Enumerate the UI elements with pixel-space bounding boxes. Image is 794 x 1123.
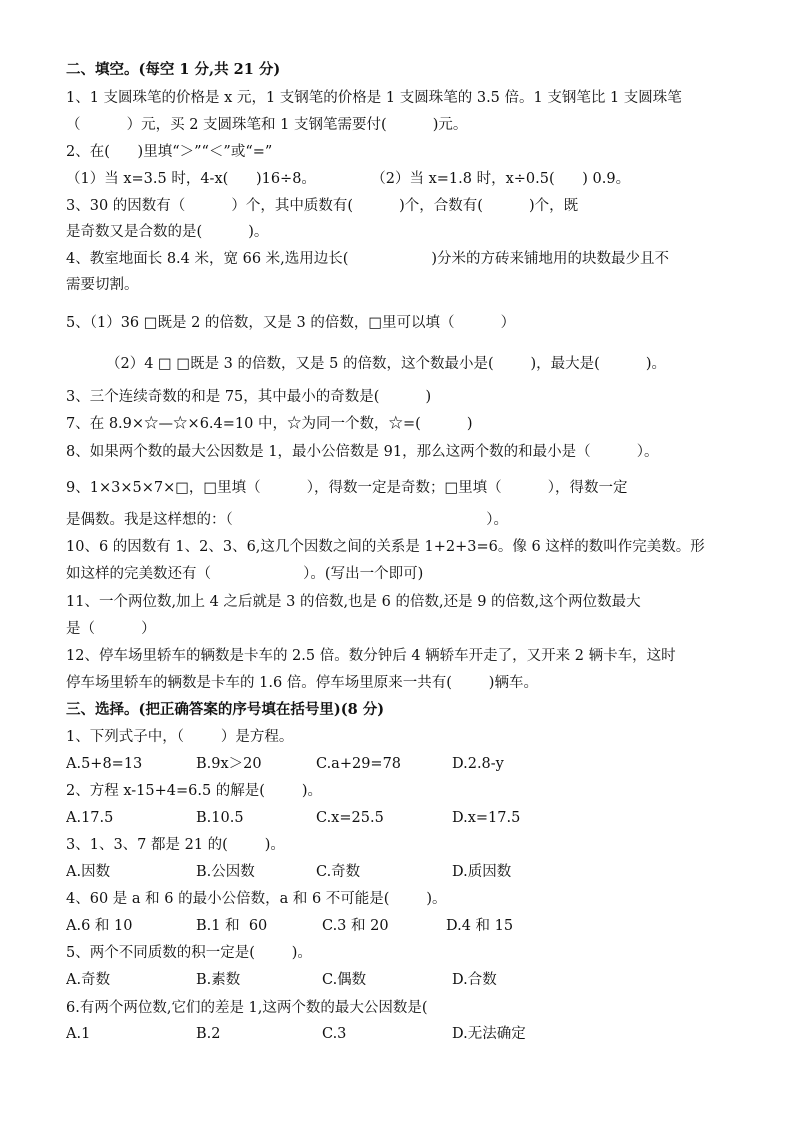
q1-line2: （ ）元，买 2 支圆珠笔和 1 支钢笔需要付( )元。 [66,117,468,133]
option-c[interactable]: C.a+29=78 [316,756,402,772]
choice-q2-options [66,808,734,828]
q6-line: 3、三个连续奇数的和是 75，其中最小的奇数是( ) [66,389,432,405]
q2-line1: 2、在( )里填“＞”“＜”或“=” [66,144,273,160]
option-c[interactable]: C.x=25.5 [316,810,384,826]
choice-q3-stem: 3、1、3、7 都是 21 的( )。 [66,837,285,853]
q7-line: 7、在 8.9×☆—☆×6.4=10 中，☆为同一个数，☆=( ) [66,416,473,432]
q4-line1: 4、教室地面长 8.4 米，宽 66 米,选用边长( )分米的方砖来铺地用的块数最少且不 [66,251,670,267]
q5-line2: （2）4 □ □既是 3 的倍数，又是 5 的倍数，这个数最小是( )，最大是( )。 [106,356,667,372]
choice-q4-stem: 4、60 是 a 和 6 的最小公倍数，a 和 6 不可能是( )。 [66,891,447,907]
choice-q5-options [66,970,734,990]
choice-q1-stem: 1、下列式子中，（ ）是方程。 [66,729,294,745]
q10-line2: 如这样的完美数还有（ ）。(写出一个即可) [66,566,424,582]
option-c[interactable]: C.奇数 [316,864,361,880]
q9-line2: 是偶数。我是这样想的：（ ）。 [66,512,509,528]
q11-line1: 11、一个两位数,加上 4 之后就是 3 的倍数,也是 6 的倍数,还是 9 的倍数,这个两位数最大 [66,594,641,610]
option-c[interactable]: C.3 [322,1026,347,1042]
option-a[interactable]: A.17.5 [66,810,114,826]
option-a[interactable]: A.奇数 [66,972,111,988]
q12-line1: 12、停车场里轿车的辆数是卡车的 2.5 倍。数分钟后 4 辆轿车开走了，又开来 2 辆卡车，这时 [66,648,676,664]
option-d[interactable]: D.无法确定 [452,1026,526,1042]
choice-q3-options [66,862,734,882]
option-b[interactable]: B.10.5 [196,810,244,826]
choice-q4-options [66,916,734,936]
section2-title: 二、填空。(每空 1 分,共 21 分) [66,61,281,78]
option-b[interactable]: B.9x＞20 [196,756,262,772]
q11-line2: 是（ ） [66,621,156,637]
q10-line1: 10、6 的因数有 1、2、3、6,这几个因数之间的关系是 1+2+3=6。像 6 这样的数叫作完美数。形 [66,539,705,555]
q8-line: 8、如果两个数的最大公因数是 1，最小公倍数是 91，那么这两个数的和最小是（ ）。 [66,444,659,460]
section3-title: 三、选择。(把正确答案的序号填在括号里)(8 分) [66,701,385,718]
option-a[interactable]: A.6 和 10 [66,918,133,934]
option-d[interactable]: D.合数 [452,972,497,988]
choice-q1-options [66,754,734,774]
option-a[interactable]: A.1 [66,1026,91,1042]
choice-q6-options [66,1024,734,1044]
option-b[interactable]: B.1 和 60 [196,918,268,934]
option-b[interactable]: B.公因数 [196,864,255,880]
q3-line2: 是奇数又是合数的是( )。 [66,224,269,240]
q2-line2: （1）当 x=3.5 时，4-x( )16÷8。 （2）当 x=1.8 时，x÷0.5( ) 0.9。 [66,171,631,187]
choice-q5-stem: 5、两个不同质数的积一定是( )。 [66,945,312,961]
q1-line1: 1、1 支圆珠笔的价格是 x 元，1 支钢笔的价格是 1 支圆珠笔的 3.5 倍。1 支钢笔比 1 支圆珠笔 [66,90,682,106]
option-b[interactable]: B.素数 [196,972,241,988]
q3-line1: 3、30 的因数有（ ）个，其中质数有( )个，合数有( )个，既 [66,198,579,214]
option-d[interactable]: D.4 和 15 [446,918,514,934]
option-a[interactable]: A.因数 [66,864,111,880]
option-b[interactable]: B.2 [196,1026,221,1042]
choice-q2-stem: 2、方程 x-15+4=6.5 的解是( )。 [66,783,322,799]
q5-line1: 5、（1）36 □既是 2 的倍数，又是 3 的倍数，□里可以填（ ） [66,315,516,331]
q9-line1: 9、1×3×5×7×□，□里填（ ），得数一定是奇数；□里填（ ），得数一定 [66,480,628,496]
option-c[interactable]: C.偶数 [322,972,367,988]
option-d[interactable]: D.质因数 [452,864,512,880]
q4-line2: 需要切割。 [66,277,139,293]
option-d[interactable]: D.2.8-y [452,756,504,772]
option-a[interactable]: A.5+8=13 [66,756,143,772]
option-d[interactable]: D.x=17.5 [452,810,521,826]
option-c[interactable]: C.3 和 20 [322,918,389,934]
choice-q6-stem: 6.有两个两位数,它们的差是 1,这两个数的最大公因数是( [66,1000,428,1016]
q12-line2: 停车场里轿车的辆数是卡车的 1.6 倍。停车场里原来一共有( )辆车。 [66,675,538,691]
